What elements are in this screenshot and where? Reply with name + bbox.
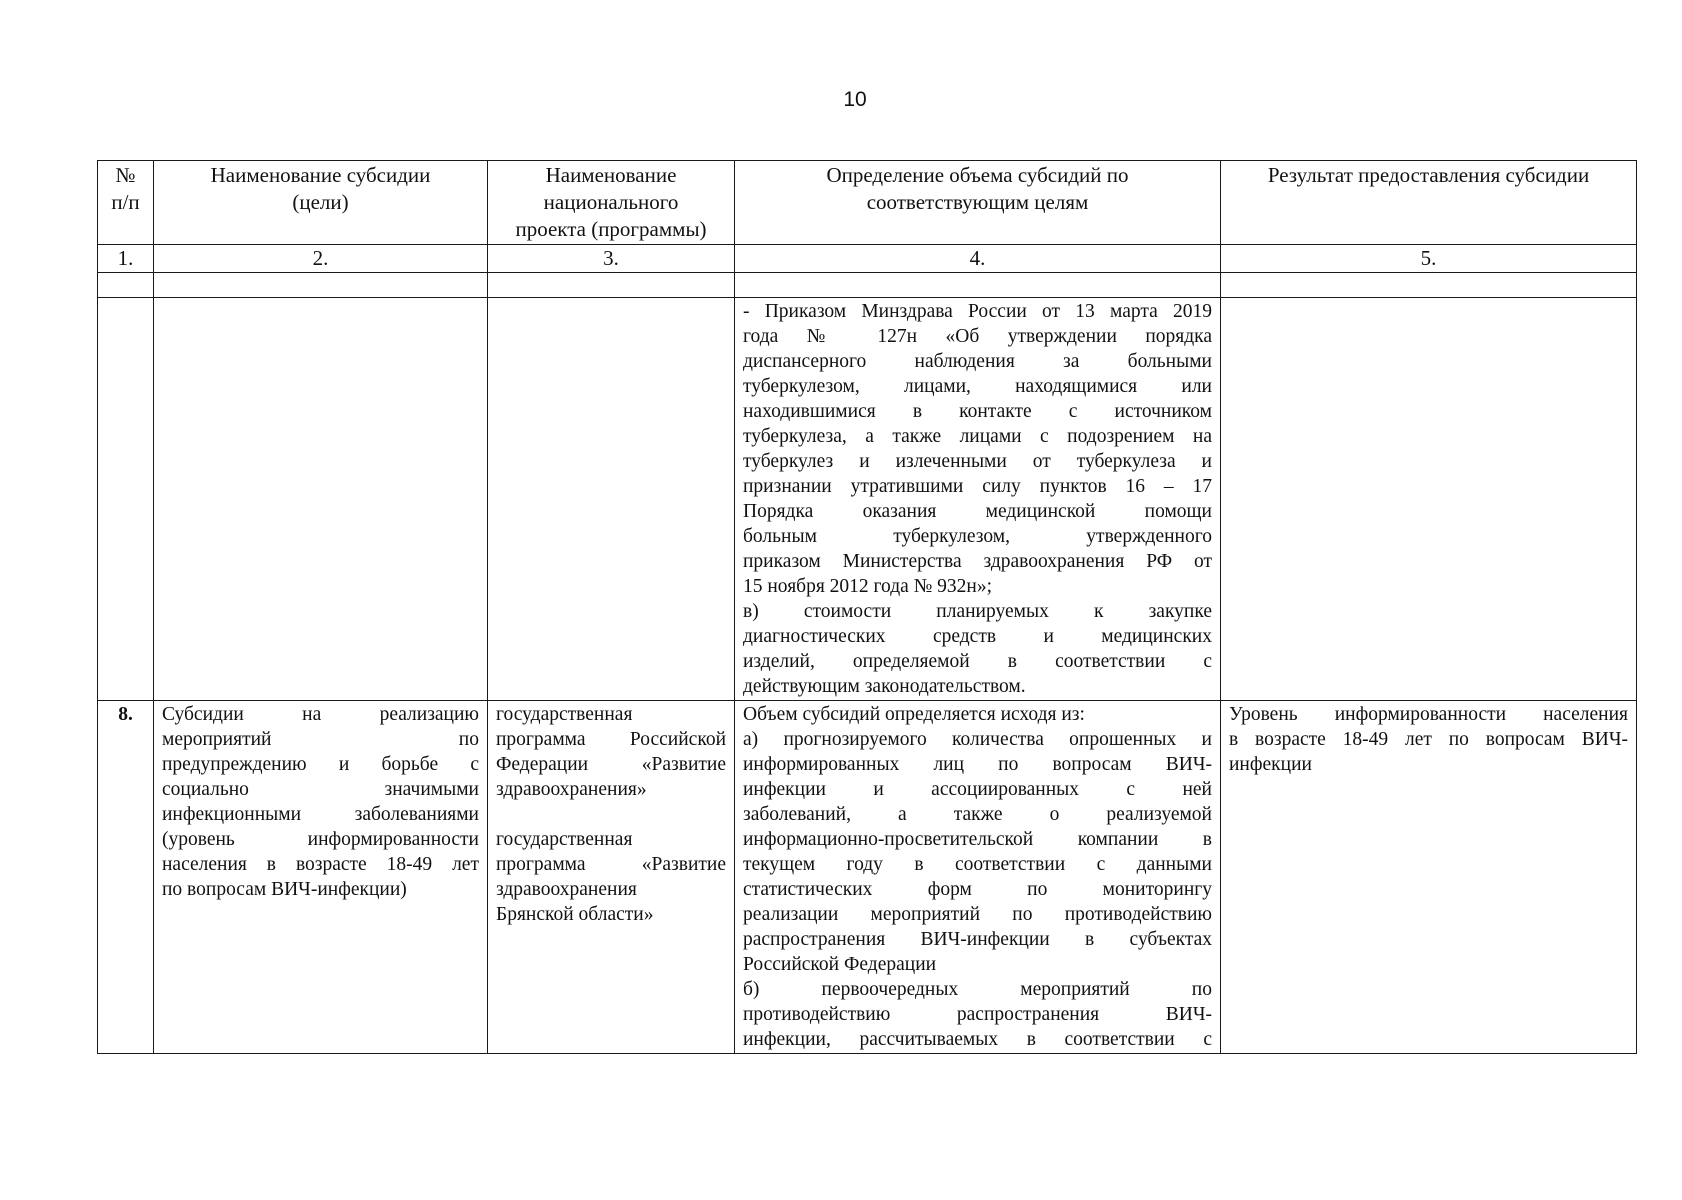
column-number-cell: 1.: [98, 245, 154, 273]
text-line: реализации мероприятий по противодействию: [743, 904, 1212, 925]
header-number-line: №: [115, 163, 136, 187]
text-line: 15 ноября 2012 года № 932н»;: [743, 576, 993, 597]
text-line: в) стоимости планируемых к закупке: [743, 601, 1212, 622]
text-line: (уровень информированности: [162, 829, 479, 850]
text-line: статистических форм по мониторингу: [743, 879, 1212, 900]
header-result: [1221, 161, 1637, 245]
text-line: в возрасте 18-49 лет по вопросам ВИЧ-: [1229, 729, 1628, 750]
result-cell: [1221, 701, 1637, 1054]
column-number-cell: 4.: [735, 245, 1221, 273]
text-line: диагностических средств и медицинских: [743, 626, 1212, 647]
text-line: изделий, определяемой в соответствии с: [743, 651, 1212, 672]
empty-row: [98, 273, 1637, 298]
column-number-row: [98, 245, 1637, 273]
header-row: [98, 161, 1637, 245]
subsidy-name-cell: [154, 701, 488, 1054]
text-line: а) прогнозируемого количества опрошенных и: [743, 729, 1212, 750]
text-line: социально значимыми: [162, 779, 479, 800]
text-line: программа Российской: [496, 729, 726, 750]
page-number: 10: [843, 88, 867, 111]
header-volume-definition-line: соответствующим целям: [866, 190, 1089, 214]
header-subsidy-name: [154, 161, 488, 245]
text-line: Федерации «Развитие: [496, 754, 726, 775]
header-project-name-line: национального: [543, 190, 679, 214]
header-project-name-line: проекта (программы): [515, 217, 707, 241]
text-line: Брянской области»: [496, 904, 654, 925]
continuation-volume-cell: [735, 298, 1221, 701]
text-line: туберкулезом, лицами, находящимися или: [743, 376, 1212, 397]
text-line: - Приказом Минздрава России от 13 марта 2019: [743, 301, 1212, 322]
empty-cell: [1221, 273, 1637, 298]
empty-cell: [98, 273, 154, 298]
header-subsidy-name-line: Наименование субсидии: [210, 163, 431, 187]
text-line: Уровень информированности населения: [1229, 704, 1628, 725]
column-number-cell: 2.: [154, 245, 488, 273]
text-line: по вопросам ВИЧ-инфекции): [162, 879, 407, 900]
continuation-project-cell: [488, 298, 735, 701]
text-line: туберкулеза, а также лицами с подозрением на: [743, 426, 1212, 447]
text-line: приказом Министерства здравоохранения РФ от: [743, 551, 1212, 572]
column-number-cell: 5.: [1221, 245, 1637, 273]
text-line: государственная: [496, 829, 633, 850]
header-volume-definition-line: Определение объема субсидий по: [826, 163, 1129, 187]
header-project-name: [488, 161, 735, 245]
text-line: информированных лиц по вопросам ВИЧ-: [743, 754, 1212, 775]
header-number-line: п/п: [111, 190, 140, 214]
continuation-row: [98, 298, 1637, 701]
continuation-result-cell: [1221, 298, 1637, 701]
text-line: информационно-просветительской компании в: [743, 829, 1212, 850]
text-line: инфекции: [1229, 754, 1312, 775]
header-result-text: Результат предоставления субсидии: [1267, 163, 1590, 187]
empty-cell: [488, 273, 735, 298]
text-line: признании утратившими силу пунктов 16 – 17: [743, 476, 1212, 497]
text-line: диспансерного наблюдения за больными: [743, 351, 1212, 372]
row-number: 8.: [98, 701, 154, 1054]
column-number-cell: 3.: [488, 245, 735, 273]
text-line: находившимися в контакте с источником: [743, 401, 1212, 422]
table-row-8: [98, 701, 1637, 1054]
text-line: туберкулез и излеченными от туберкулеза и: [743, 451, 1212, 472]
text-line: инфекционными заболеваниями: [162, 804, 479, 825]
continuation-subsidy-cell: [154, 298, 488, 701]
text-line: государственная: [496, 704, 633, 725]
header-project-name-line: Наименование: [545, 163, 677, 187]
text-line: больным туберкулезом, утвержденного: [743, 526, 1212, 547]
header-number: [98, 161, 154, 245]
subsidy-table: [97, 160, 1637, 1054]
text-line: Объем субсидий определяется исходя из:: [743, 704, 1085, 725]
empty-cell: [154, 273, 488, 298]
text-line: противодействию распространения ВИЧ-: [743, 1004, 1212, 1025]
text-line: Субсидии на реализацию: [162, 704, 479, 725]
text-line: б) первоочередных мероприятий по: [743, 979, 1212, 1000]
text-line: здравоохранения: [496, 879, 637, 900]
text-line: инфекции, рассчитываемых в соответствии с: [743, 1029, 1212, 1050]
text-line: населения в возрасте 18-49 лет: [162, 854, 479, 875]
text-line: Российской Федерации: [743, 954, 937, 975]
text-line: Порядка оказания медицинской помощи: [743, 501, 1212, 522]
text-line: действующим законодательством.: [743, 676, 1026, 697]
text-line: мероприятий по: [162, 729, 479, 750]
text-line: программа «Развитие: [496, 854, 726, 875]
volume-definition-cell: [735, 701, 1221, 1054]
text-line: текущем году в соответствии с данными: [743, 854, 1212, 875]
header-volume-definition: [735, 161, 1221, 245]
continuation-number-cell: [98, 298, 154, 701]
text-line: заболеваний, а также о реализуемой: [743, 804, 1212, 825]
text-line: инфекции и ассоциированных с ней: [743, 779, 1212, 800]
text-line: распространения ВИЧ-инфекции в субъектах: [743, 929, 1212, 950]
header-subsidy-name-line: (цели): [292, 190, 349, 214]
text-line: предупреждению и борьбе с: [162, 754, 479, 775]
text-line: здравоохранения»: [496, 779, 647, 800]
empty-cell: [735, 273, 1221, 298]
project-name-cell: [488, 701, 735, 1054]
text-line: года № 127н «Об утверждении порядка: [743, 326, 1212, 347]
